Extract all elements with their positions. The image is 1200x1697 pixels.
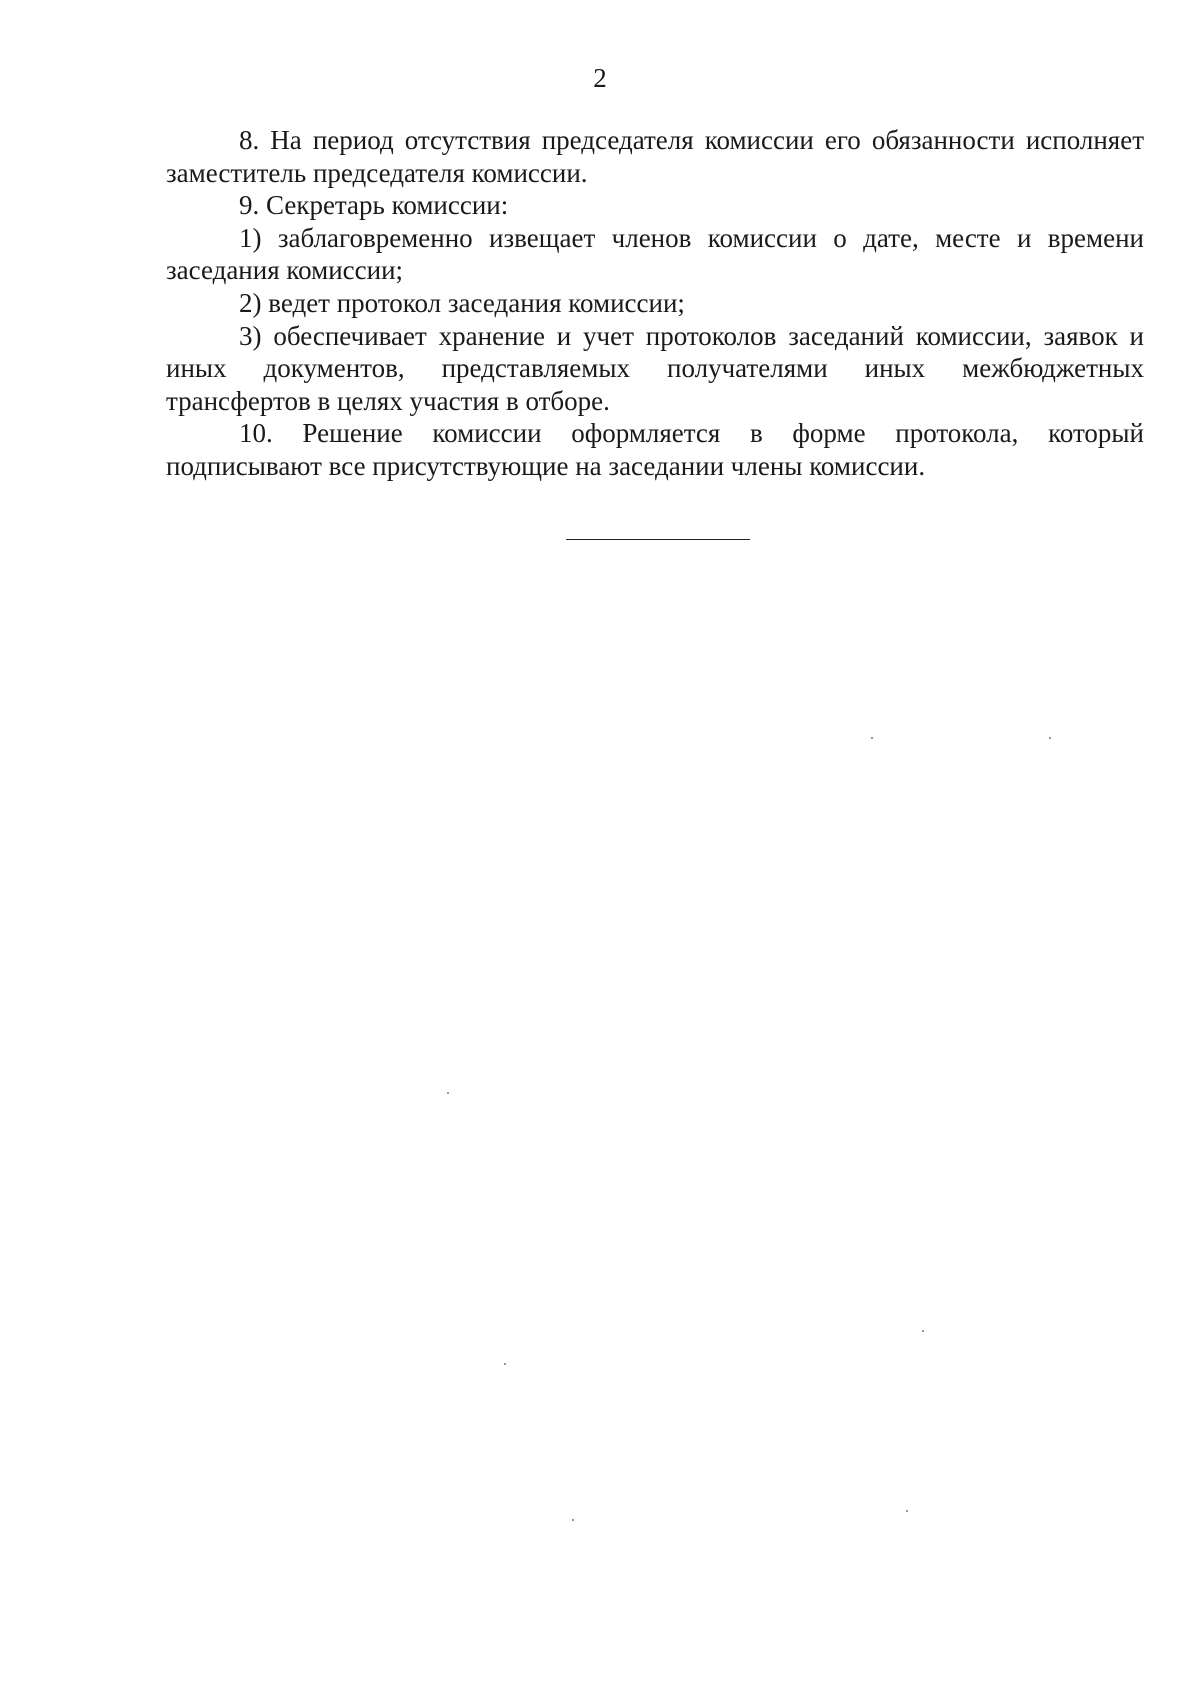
page-number: 2 [593, 63, 607, 93]
end-divider-line [566, 539, 750, 540]
scan-speck [572, 1519, 574, 1521]
paragraph-8: 8. На период отсутствия председателя комиссии его обязанности исполняет заместитель председателя комиссии. [166, 125, 1144, 188]
scan-speck [1049, 737, 1051, 739]
paragraph-9-item-1: 1) заблаговременно извещает членов комиссии о дате, месте и времени заседания комиссии; [166, 222, 1144, 286]
scan-speck [871, 737, 873, 739]
scan-speck [922, 1330, 924, 1332]
scan-speck [447, 1092, 449, 1094]
paragraph-9-item-3: 3) обеспечивает хранение и учет протоколов заседаний комиссии, заявок и иных документов, представляемых получателями иных межбюджетных трансфертов в целях участия в отборе. [166, 320, 1144, 416]
document-body [166, 124, 1144, 483]
scan-speck [906, 1510, 908, 1512]
scan-speck [504, 1363, 506, 1365]
paragraph-9: 9. Секретарь комиссии: [239, 190, 509, 221]
paragraph-10: 10. Решение комиссии оформляется в форме протокола, который подписывают все присутствующие на заседании члены комиссии. [166, 418, 1144, 481]
paragraph-9-item-2: 2) ведет протокол заседания комиссии; [239, 287, 685, 318]
